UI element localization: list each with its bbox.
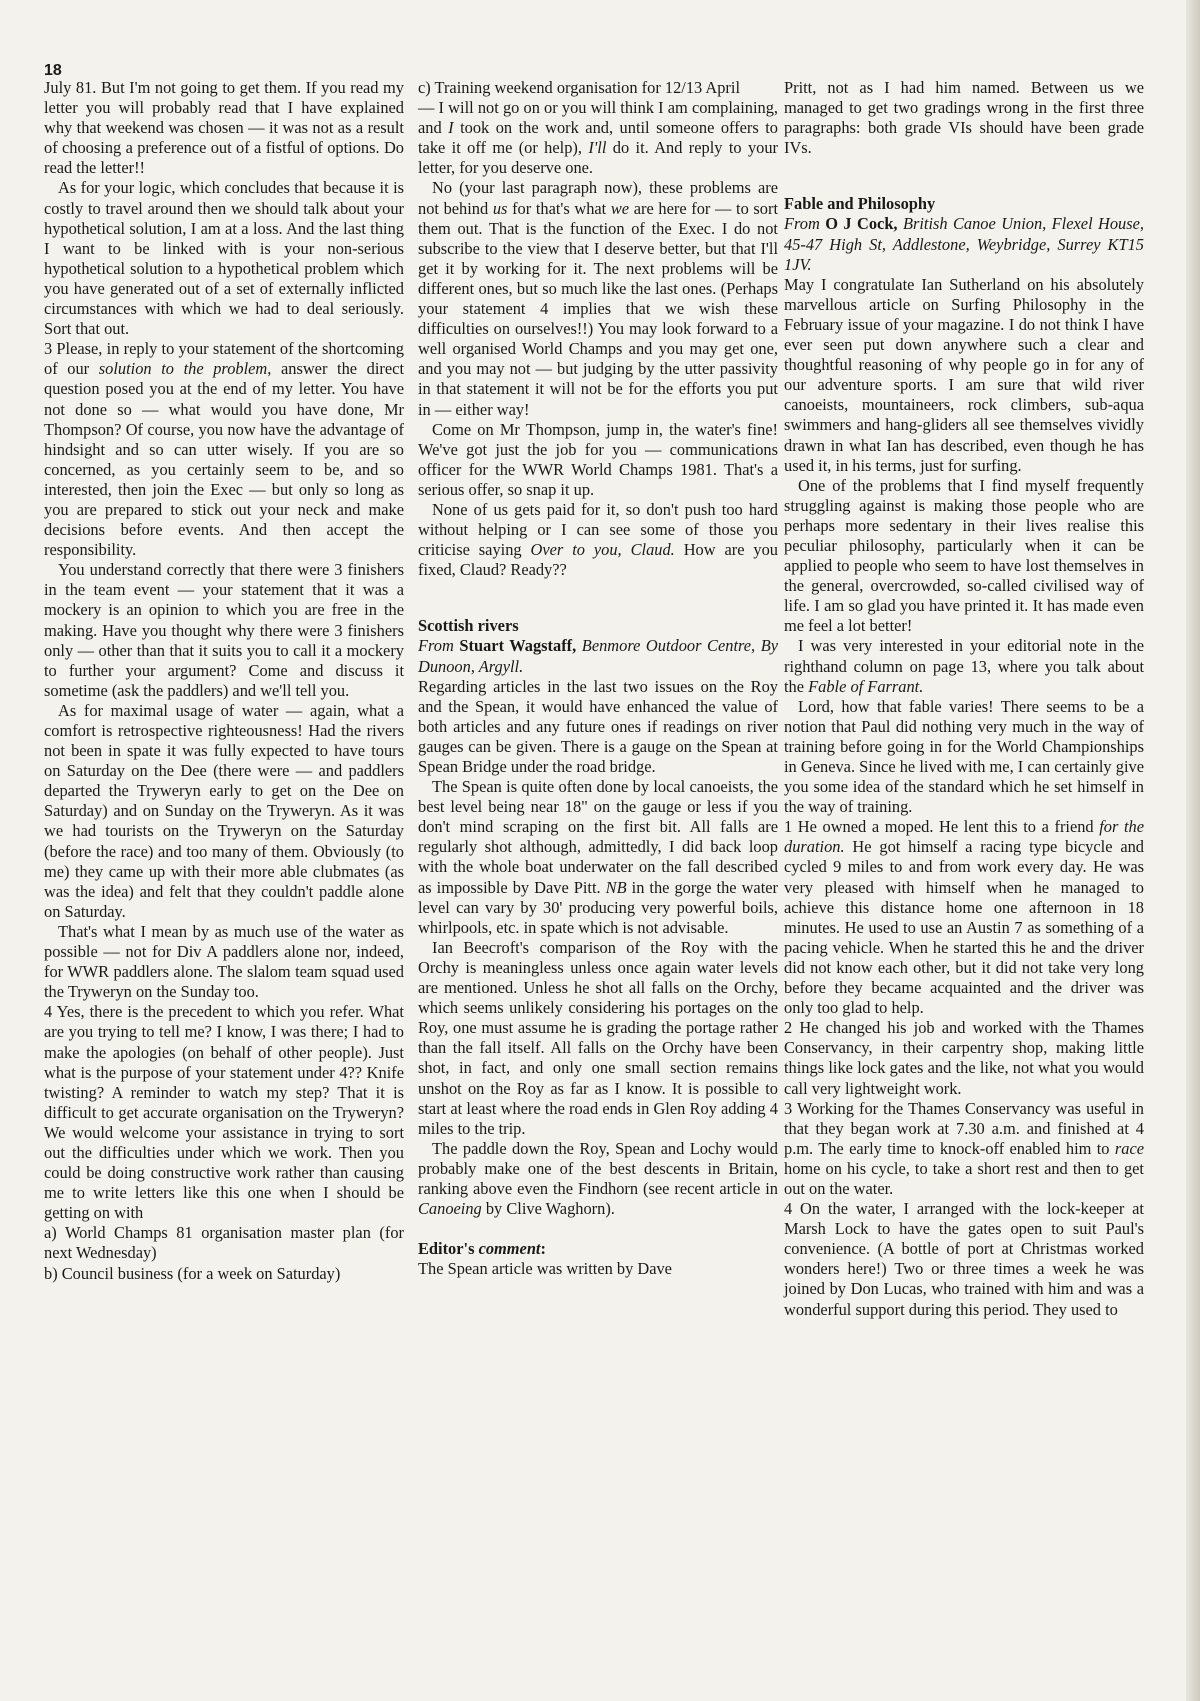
col3-paragraph [784,817,1144,1018]
italic-text: we [610,198,630,218]
col1-paragraph-3 [44,339,404,560]
text-run: , answer the direct question posed you at the end of my letter. You have not done so — what would you have done, Mr Thompson? Of course, you now have the advantage of hindsight and so can utter wisely. If you are so concerned, as you certainly seem to be, and so interested, then join the Exec — but only so long as you are prepared to stick out your neck and make decisions before events. And then accept the responsibility. [44,359,404,560]
italic-text: Fable of Farrant. [808,676,924,696]
text-run: No (your last paragraph now), these problems are not behind [418,178,778,218]
section-heading-scottish-rivers: Scottish rivers [418,616,519,636]
italic-text: I'll [588,138,607,158]
column-3 [784,78,1144,1320]
col3-paragraph: 4 On the water, I arranged with the lock-keeper at Marsh Lock to have the gates open to suit Paul's convenience. (A bottle of port at Christmas worked wonders here!) Two or three times a week he was joined by Don Lucas, who trained with him and was a wonderful support during this period. They used to [784,1199,1144,1319]
col2-paragraph: Come on Mr Thompson, jump in, the water's fine! We've got just the job for you — communications officer for the WWR World Champs 1981. That's a serious offer, so snap it up. [418,419,778,499]
col2-paragraph: The Spean article was written by Dave [418,1259,672,1279]
editor-comment-heading [418,1239,778,1259]
col2-paragraph [418,1139,778,1219]
col3-paragraph: One of the problems that I find myself frequently struggling against is making those people who are perhaps more sedentary in their lives realise this peculiar philosophy, particularly when it can be applied to people who seem to have lost themselves in the general, overcrowded, so-called civilised way of life. I am so glad you have printed it. It has made even me feel a lot better! [784,475,1144,636]
editor-comment-label: comment [478,1239,541,1259]
col3-paragraph [784,1099,1144,1199]
italic-text: for the duration. [784,817,1145,857]
text-run: How are you fixed, Claud? Ready?? [418,540,779,580]
text-run: The Spean is quite often done by local canoeists, the best level being near 18" on the gauge or less if you don't mind scraping on the first bit. All falls are regularly shot although, admittedly, I did back loop with the whole boat underwater on the fall described as impossible by Dave Pitt. [418,777,778,897]
column-1 [44,78,404,1284]
text-run: 3 Please, in reply to your statement of the shortcoming of our [44,339,404,379]
editor-colon: : [540,1239,546,1259]
col1-paragraph: July 81. But I'm not going to get them. If you read my letter you will probably read that I have explained why that weekend was chosen — it was not as a result of choosing a preference out of a fistful of options. Do read the letter!! [44,78,404,178]
col3-paragraph: 2 He changed his job and worked with the Thames Conservancy, in their carpentry shop, making little things like lock gates and the like, not what you would call very lightweight work. [784,1018,1144,1098]
col1-paragraph: You understand correctly that there were 3 finishers in the team event — your statement that it was a mockery is an opinion to which you are free in the making. Have you thought why there were 3 finishers only — other than that it suits you to call it a mockery to further your argument? Come and discuss it sometime (ask the paddlers) and we'll tell you. [44,560,404,700]
text-run: He got himself a racing type bicycle and cycled 9 miles to and from work every day. He was very pleased with himself when he managed to achieve this distance home one afternoon in 18 minutes. He used to use an Austin 7 as something of a pacing vehicle. When he started this he and the driver did not know each other, but it did not take very long before they became acquainted and the driver was only too glad to help. [784,837,1144,1018]
text-run: I was very interested in your editorial note in the righthand column on page 13, where you talk about the [784,636,1144,696]
text-run: do it. And reply to your letter, for you deserve one. [418,138,778,178]
byline-address: British Canoe Union, Flexel House, 45-47 High St, Addlestone, Weybridge, Surrey KT15 1JV. [784,214,1145,274]
byline-fable [784,214,1144,274]
col3-paragraph [784,636,1144,696]
col2-paragraph: Ian Beecroft's comparison of the Roy with the Orchy is meaningless unless once again water levels are mentioned. Unless he shot all falls on the Orchy, which seems unlikely considering his portages on the Roy, one must assume he is grading the portage rather than the fall itself. All falls on the Orchy have been shot, in fact, and only one small section remains unshot on the Roy as far as I know. It is possible to start at least where the road ends in Glen Roy adding 4 miles to the trip. [418,937,778,1138]
byline-from: From [418,636,454,656]
col2-paragraph [418,777,778,938]
col2-paragraph [418,500,778,580]
editor-label: Editor's [418,1239,475,1259]
italic-text: I [448,118,454,138]
col2-paragraph [418,98,778,178]
page-number: 18 [44,62,62,79]
col2-paragraph [418,178,778,419]
list-item-a: a) World Champs 81 organisation master plan (for next Wednesday) [44,1223,404,1263]
col1-paragraph: That's what I mean by as much use of the water as possible — not for Div A paddlers alone nor, indeed, for WWR paddlers alone. The slalom team squad used the Tryweryn on the Sunday too. [44,921,404,1002]
italic-text: us [492,198,508,218]
text-run: The paddle down the Roy, Spean and Lochy would probably make one of the best descents in Britain, ranking above even the Findhorn (see recent article in [418,1138,778,1198]
column-2 [418,78,778,1279]
col3-paragraph: Pritt, not as I had him named. Between us we managed to get two gradings wrong in the first three paragraphs: both grade VIs should have been grade IVs. [784,78,1144,158]
text-run: in the gorge the water level can vary by 30' producing very powerful boils, whirlpools, etc. in spate which is not advisable. [418,877,778,937]
byline-author: Stuart Wagstaff, [459,636,577,656]
text-run: for that's what [507,198,611,218]
text-run: 1 He owned a moped. He lent this to a friend [784,817,1100,837]
col1-paragraph: As for maximal usage of water — again, what a comfort is retrospective righteousness! Had the rivers not been in spate it was fully expected to have tours on Saturday on the Dee (there were — and paddlers departed the Tryweryn early to get on the Dee on Saturday) and on Sunday on the Tryweryn. As it was we had tourists on the Tryweryn on the Saturday (before the race) and too many of them. Obviously (to me) they came up with their more able clubmates (as was the idea) and felt that they couldn't paddle alone on Saturday. [44,700,404,921]
byline-scottish-rivers [418,636,778,676]
text-run: home on his cycle, to take a short rest and then to get out on the water. [784,1158,1144,1198]
text-run: are here for — to sort them out. That is the function of the Exec. I do not subscribe to the view that I deserve better, but that I'll get it by working for it. The next problems will be different ones, but so much like the last ones. (Perhaps your statement 4 implies that we wish these difficulties on ourselves!!) You may look forward to a well organised World Champs and you may get one, and you may not — but judging by the utter passivity in that statement it will not be for the efforts you put in — either way! [418,198,778,419]
text-run: None of us gets paid for it, so don't push too hard without helping or I can see some of those you criticise saying [418,499,778,560]
byline-author: O J Cock, [825,214,898,234]
text-run: by Clive Waghorn). [481,1199,615,1219]
text-run: — I will not go on or you will think I am complaining, and [418,98,778,138]
list-item-c: c) Training weekend organisation for 12/13 April [418,78,741,97]
byline-from: From [784,214,820,234]
col2-paragraph: Regarding articles in the last two issues on the Roy and the Spean, it would have enhanced the value of both articles and any future ones if readings on river gauges can be given. There is a gauge on the Spean at Spean Bridge under the road bridge. [418,676,778,776]
page-edge-shadow [1186,0,1200,1701]
byline-address: Benmore Outdoor Centre, By Dunoon, Argyll. [418,636,779,676]
italic-text: NB [605,877,627,897]
col1-paragraph: As for your logic, which concludes that because it is costly to travel around then we should talk about your hypothetical solution, I am at a loss. And the last thing I want to be linked with is your non-serious hypothetical solution to a hypothetical problem which you have generated out of a set of externally inflicted circumstances with which we had to deal seriously. Sort that out. [44,178,404,339]
list-item-b: b) Council business (for a week on Saturday) [44,1263,341,1283]
italic-text: race [1114,1138,1144,1158]
section-heading-fable-and-philosophy: Fable and Philosophy [784,194,936,214]
text-run: 3 Working for the Thames Conservancy was useful in that they began work at 7.30 a.m. and finished at 4 p.m. The early time to knock-off enabled him to [784,1098,1144,1158]
italic-text: Over to you, Claud. [530,540,675,560]
col1-paragraph: 4 Yes, there is the precedent to which you refer. What are you trying to tell me? I know, I was there; I had to make the apologies (on behalf of other people). Just what is the purpose of your statement under 4?? Knife twisting? A reminder to watch my step? That it is difficult to get accurate organisation on the Tryweryn? We would welcome your assistance in trying to sort out the difficulties under which we work. Then you could be doing constructive work rather than causing me to write letters like this one when I should be getting on with [44,1002,404,1223]
italic-text: Canoeing [418,1199,482,1219]
italic-text: solution to the problem [98,359,268,379]
col3-paragraph: May I congratulate Ian Sutherland on his absolutely marvellous article on Surfing Philosophy in the February issue of your magazine. I do not think I have ever seen put down anywhere such a clear and thoughtful reasoning of why people go in for any of our adventure sports. I am sure that wild river canoeists, mountaineers, rock climbers, sub-aqua swimmers and hang-gliders all see themselves vividly drawn in what Ian has described, even though he has used it, in his terms, just for surfing. [784,274,1144,475]
text-run: took on the work and, until someone offers to take it off me (or help), [418,118,779,158]
col3-paragraph: Lord, how that fable varies! There seems to be a notion that Paul did nothing very much in the way of training before going in for the World Championships in Geneva. Since he lived with me, I can certainly give you some idea of the standard which he set himself in the way of training. [784,696,1144,817]
